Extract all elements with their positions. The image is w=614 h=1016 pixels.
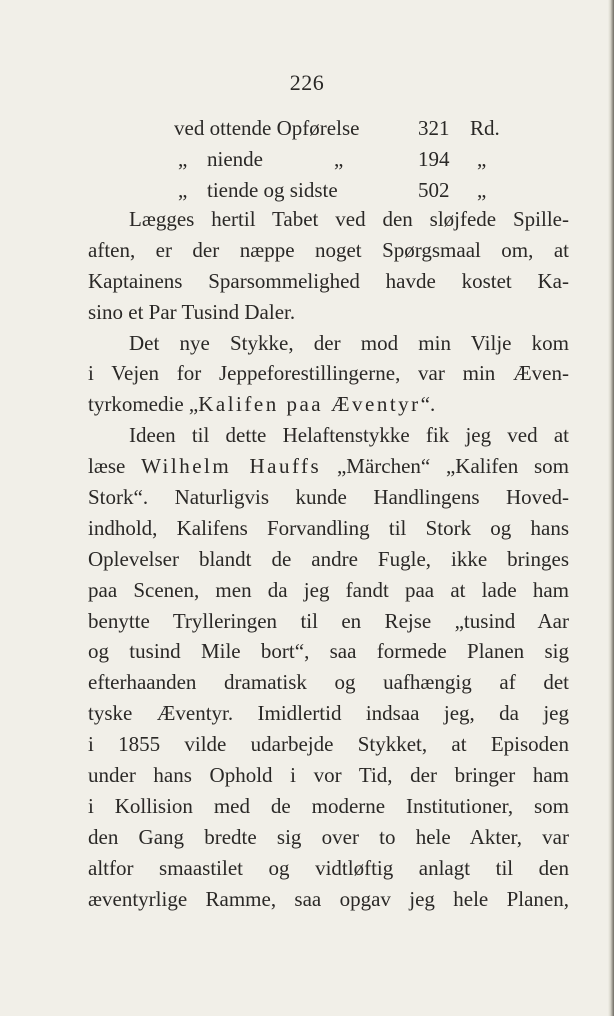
- tally-unit: „: [477, 178, 487, 202]
- author-name: Wilhelm Hauffs: [141, 454, 322, 479]
- text-line: læse Wilhelm Hauffs „Märchen“ „Kalifen som: [88, 454, 569, 479]
- tally-ditto-2: „: [334, 147, 344, 171]
- text-line: efterhaanden dramatisk og uafhængig af det: [88, 670, 569, 695]
- text-line: benytte Trylleringen til en Rejse „tusind Aar: [88, 608, 569, 633]
- page-number: 226: [289, 70, 325, 95]
- text-line: sino et Par Tusind Daler.: [88, 299, 296, 324]
- tally-amount: 194: [418, 147, 450, 171]
- body-text: [88, 204, 569, 914]
- tally-label: ved ottende Opførelse: [174, 116, 360, 140]
- text-line: indhold, Kalifens Forvandling til Stork og hans: [88, 515, 569, 540]
- tally-unit: „: [477, 147, 487, 171]
- tally-row: [0, 116, 614, 146]
- tally-row: [0, 147, 614, 177]
- text-line: æventyrlige Ramme, saa opgav jeg hele Planen,: [88, 886, 569, 911]
- text-line: Stork“. Naturligvis kunde Handlingens Hoved-: [88, 485, 569, 510]
- text-line: Lægges hertil Tabet ved den sløjfede Spille-: [129, 207, 569, 231]
- text-line: tyrkomedie „Kalifen paa Æventyr“.: [88, 392, 436, 417]
- tally-ditto: „: [178, 178, 188, 202]
- tally-ditto: „: [178, 147, 188, 171]
- text-line: den Gang bredte sig over to hele Akter, var: [88, 824, 569, 849]
- text-line: og tusind Mile bort“, saa formede Planen sig: [88, 639, 569, 664]
- tally-amount: 502: [418, 178, 450, 202]
- text-line: under hans Ophold i vor Tid, der bringer ham: [88, 763, 569, 788]
- tally-amount: 321: [418, 116, 450, 140]
- text-line: i Vejen for Jeppeforestillingerne, var min Æven-: [88, 361, 569, 386]
- text-line: altfor smaastilet og vidtløftig anlagt til den: [88, 855, 569, 880]
- text-line: aften, er der næppe noget Spørgsmaal om, at: [88, 237, 569, 262]
- play-title: Kalifen paa Æventyr: [198, 392, 421, 417]
- tally-unit: Rd.: [470, 116, 500, 140]
- text-line: Kaptainens Sparsommelighed havde kostet Ka-: [88, 268, 569, 293]
- text-line: i 1855 vilde udarbejde Stykket, at Episoden: [88, 732, 569, 757]
- text-line: Det nye Stykke, der mod min Vilje kom: [129, 330, 569, 355]
- text-line: Ideen til dette Helaftenstykke fik jeg ved at: [129, 423, 569, 448]
- tally-label: tiende og sidste: [207, 178, 338, 202]
- text-line: tyske Æventyr. Imidlertid indsaa jeg, da jeg: [88, 701, 569, 726]
- text-line: Oplevelser blandt de andre Fugle, ikke bringes: [88, 546, 569, 571]
- tally-label: niende: [207, 147, 263, 171]
- text-line: i Kollision med de moderne Institutioner, som: [88, 793, 569, 818]
- text-line: paa Scenen, men da jeg fandt paa at lade ham: [88, 577, 569, 602]
